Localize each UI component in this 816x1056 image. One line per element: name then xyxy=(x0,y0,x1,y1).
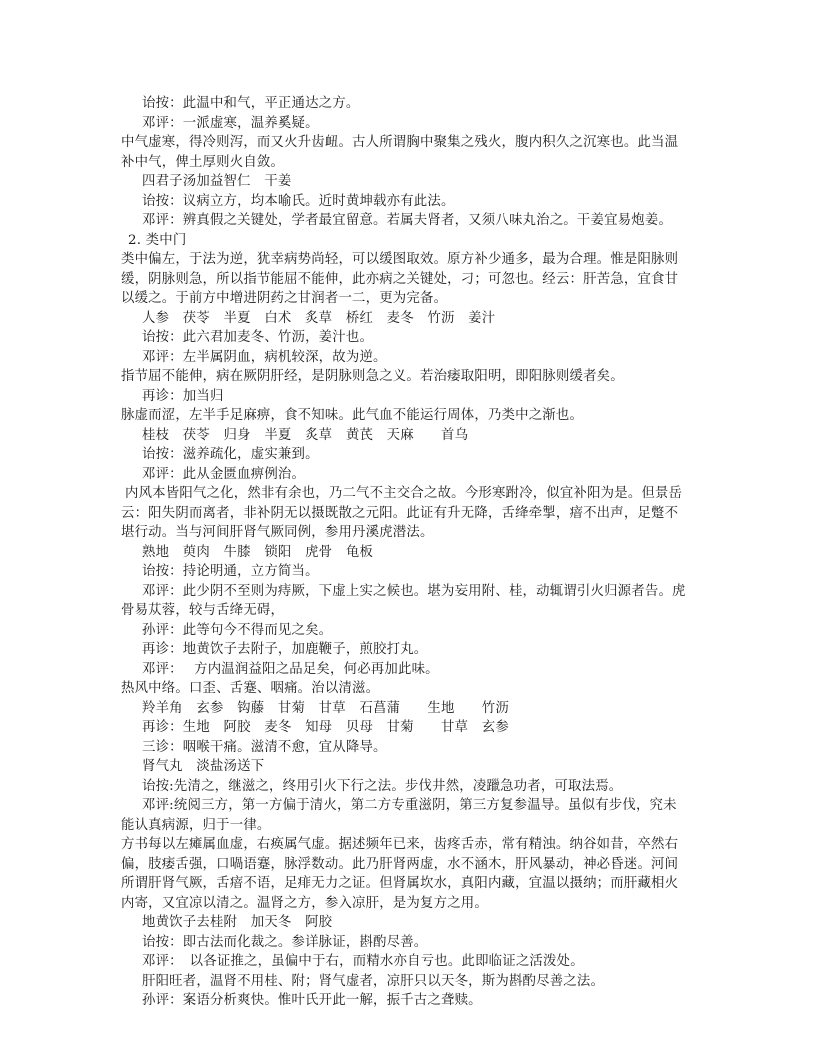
text-line: 邓评:统阅三方，第一方偏于清火，第二方专重滋阴，第三方复参温导。虽似有步伐，究未 xyxy=(142,798,677,813)
text-line: 诒按：议病立方，均本喻氏。近时黄坤载亦有此法。 xyxy=(142,193,455,209)
text-line: 中气虚寒，得冷则泻，而又火升齿衄。古人所谓胸中聚集之残火，腹内积久之沉寒也。此当温 xyxy=(121,135,679,150)
text-line: 孙评：此等句今不得而见之矣。 xyxy=(142,622,333,638)
text-line: 诒按：滋养疏化，虚实兼到。 xyxy=(142,447,319,462)
text-line: 2. 类中门 xyxy=(128,232,187,248)
text-line: 缓，阴脉则急，所以指节能屈不能伸，此亦病之关键处，刁；可忽也。经云：肝苦急，宜食甘 xyxy=(121,271,679,287)
text-line: 孙评：案语分析爽快。惟叶氏开此一解，振千古之聋赎。 xyxy=(142,993,482,1008)
text-line: 内风本皆阳气之化，然非有余也，乃二气不主交合之故。今形寒跗冷，似宜补阳为是。但景岳 xyxy=(125,486,683,501)
text-line: 诒按：即古法而化裁之。参详脉证，斟酌尽善。 xyxy=(142,934,428,950)
text-line: 脉虚而涩，左半手足麻痹，食不知味。此气血不能运行周体，乃类中之渐也。 xyxy=(121,408,584,423)
text-line: 羚羊角 玄参 钩藤 甘菊 甘草 石菖蒲 生地 竹沥 xyxy=(142,700,509,716)
text-line: 堪行动。当与河间肝肾气厥同例，参用丹溪虎潜法。 xyxy=(121,525,434,540)
text-line: 诒按:先清之，继滋之，终用引火下行之法。步伐井然，凌躐急功者，可取法焉。 xyxy=(142,778,623,794)
text-line: 再诊：生地 阿胶 麦冬 知母 贝母 甘菊 甘草 玄参 xyxy=(142,720,509,735)
text-line: 方书每以左瘫属血虚，右痪属气虚。据述频年已来，齿疼舌赤，常有精浊。纳谷如昔，卒然右 xyxy=(121,837,679,852)
text-line: 诒按：此温中和气，平正通达之方。 xyxy=(142,96,360,111)
text-line: 指节屈不能伸，病在厥阴肝经，是阴脉则急之义。若治痿取阳明，即阳脉则缓者矣。 xyxy=(121,369,624,384)
text-line: 邓评：一派虚寒，温养奚疑。 xyxy=(142,115,319,131)
text-line: 内寄，又宜凉以清之。温肾之方，参入凉肝，是为复方之用。 xyxy=(121,895,488,911)
text-line: 邓评：左半属阴血，病机较深，故为逆。 xyxy=(142,349,387,365)
text-line: 补中气，俾土厚则火自敛。 xyxy=(121,154,285,170)
text-line: 所谓肝肾气厥，舌瘖不语，足痱无力之证。但肾属坎水，真阳内藏，宜温以摄纳；而肝藏相火 xyxy=(121,876,679,891)
text-line: 熟地 萸肉 牛膝 锁阳 虎骨 龟板 xyxy=(142,544,374,560)
text-line: 再诊：地黄饮子去附子，加鹿鞭子，煎胶打丸。 xyxy=(142,642,428,657)
document-page xyxy=(121,94,701,1011)
text-line: 再诊：加当归 xyxy=(142,388,224,404)
text-line: 人参 茯苓 半夏 白术 炙草 桥红 麦冬 竹沥 姜汁 xyxy=(142,310,496,326)
text-line: 肾气丸 淡盐汤送下 xyxy=(142,759,265,774)
text-line: 邓评： 以各证推之，虽偏中于右，而精水亦自亏也。此即临证之活泼处。 xyxy=(142,954,584,969)
text-line: 热风中络。口歪、舌蹇、咽痛。治以清滋。 xyxy=(121,681,380,696)
text-line: 诒按：此六君加麦冬、竹沥，姜汁也。 xyxy=(142,330,374,345)
text-line: 邓评： 方内温润益阳之品足矣，何必再加此味。 xyxy=(142,661,439,677)
text-line: 三诊：咽喉干痛。滋清不愈，宜从降导。 xyxy=(142,739,387,755)
text-line: 以缓之。于前方中增进阴药之甘润者一二，更为完备。 xyxy=(121,291,448,306)
text-line: 邓评：辨真假之关键处，学者最宜留意。若属夫肾者，又须八味丸治之。干姜宜易炮姜。 xyxy=(142,213,673,228)
text-line: 骨易苁蓉，较与舌绛无碍， xyxy=(121,603,285,618)
text-line: 云：阳失阴而离者，非补阴无以摄既散之元阳。此证有升无降，舌绛牵掣，瘖不出声，足蹩不 xyxy=(121,505,679,521)
text-line: 四君子汤加益智仁 干姜 xyxy=(142,174,292,189)
text-line: 偏，肢痿舌强，口喎语蹇，脉浮数动。此乃肝肾两虚，水不涵木，肝风暴动，神必昏迷。河间 xyxy=(121,856,679,872)
text-line: 肝阳旺者，温肾不用桂、附；肾气虚者，凉肝只以天冬，斯为斟酌尽善之法。 xyxy=(142,973,605,989)
text-line: 邓评：此少阴不至则为痔厥，下虚上实之候也。堪为妄用附、桂，动辄谓引火归源者告。虎 xyxy=(142,583,686,599)
text-line: 地黄饮子去桂附 加天冬 阿胶 xyxy=(142,915,333,930)
text-line: 能认真病源，归于一律。 xyxy=(121,817,271,833)
text-line: 邓评：此从金匮血痹例治。 xyxy=(142,466,306,482)
text-line: 桂枝 茯苓 归身 半夏 炙草 黄芪 天麻 首乌 xyxy=(142,427,469,443)
text-line: 诒按：持论明通，立方简当。 xyxy=(142,564,319,579)
text-line: 类中偏左，于法为逆，犹幸病势尚轻，可以缓图取效。原方补少通多，最为合理。惟是阳脉则 xyxy=(121,252,679,267)
